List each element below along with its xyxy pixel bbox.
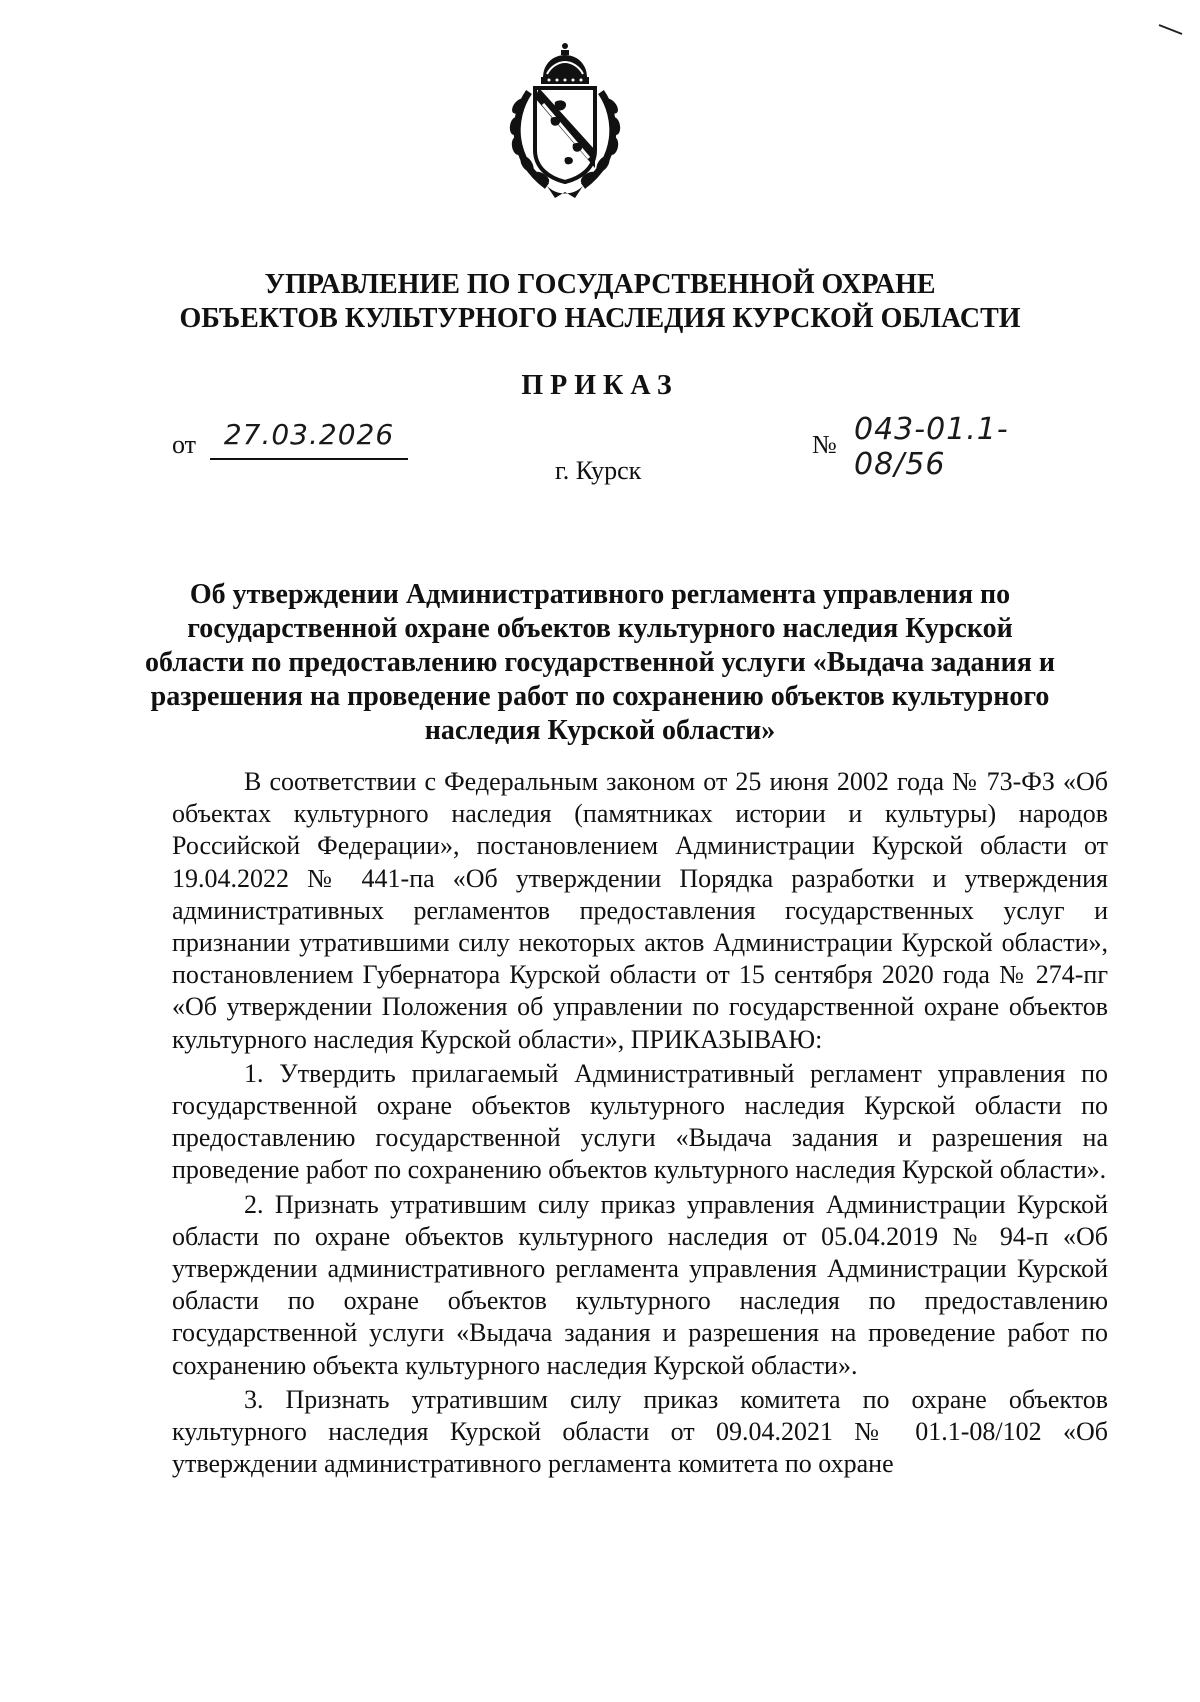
handwritten-number: 043-01.1-08/56 bbox=[854, 412, 1009, 482]
order-item-2: 2. Признать утратившим силу приказ управления Администрации Курской области по охране объектов культурного наследия от 05.04.2019 № 94-п «Об утверждении административного регламента управления Администрации Курской области по охране объектов культурного наследия по предоставлению государственной услуги «Выдача задания и разрешения на проведение работ по сохранению объекта культурного наследия Курской области». bbox=[172, 1189, 1108, 1380]
order-item-1: 1. Утвердить прилагаемый Административный регламент управления по государственной охране объектов культурного наследия Курской области по предоставлению государственной услуги «Выдача задания и разрешения на проведение работ по сохранению объектов культурного наследия Курской области». bbox=[172, 1058, 1108, 1185]
number-label: № bbox=[812, 430, 837, 459]
document-body bbox=[172, 766, 1108, 1480]
organization-name-line-2: ОБЪЕКТОВ КУЛЬТУРНОГО НАСЛЕДИЯ КУРСКОЙ ОБЛАСТИ bbox=[179, 303, 1021, 334]
city-name: г. Курск bbox=[555, 456, 642, 485]
preamble-paragraph: В соответствии с Федеральным законом от 25 июня 2002 года № 73-ФЗ «Об объектах культурного наследия (памятниках истории и культуры) народов Российской Федерации», постановлением Администрации Курской области от 19.04.2022 № 441-па «Об утверждении Порядка разработки и утверждения административных регламентов предоставления государственных услуг и признании утратившими силу некоторых актов Администрации Курской области», постановлением Губернатора Курской области от 15 сентября 2020 года № 274-пг «Об утверждении Положения об управлении по государственной охране объектов культурного наследия Курской области», ПРИКАЗЫВАЮ: bbox=[172, 767, 1108, 1054]
kursk-coat-of-arms-emblem bbox=[503, 40, 627, 200]
scan-mark bbox=[1158, 22, 1184, 36]
date-label: от bbox=[172, 430, 197, 459]
document-subject: Об утверждении Административного регламента управления по государственной охране объектов культурного наследия Курской области по предоставлению государственной услуги «Выдача задания и разрешения на проведение работ по сохранению объектов культурного наследия Курской области» bbox=[144, 579, 1056, 746]
order-item-3: 3. Признать утратившим силу приказ комитета по охране объектов культурного наследия Курской области от 09.04.2021 № 01.1-08/102 «Об утверждении административного регламента комитета по охране bbox=[172, 1384, 1108, 1479]
document-type-title: ПРИКАЗ bbox=[521, 370, 679, 401]
document-number bbox=[812, 412, 1112, 482]
handwritten-date: 27.03.2026 bbox=[210, 418, 408, 460]
document-date bbox=[172, 418, 422, 458]
organization-name-line-1: УПРАВЛЕНИЕ ПО ГОСУДАРСТВЕННОЙ ОХРАНЕ bbox=[264, 269, 936, 300]
